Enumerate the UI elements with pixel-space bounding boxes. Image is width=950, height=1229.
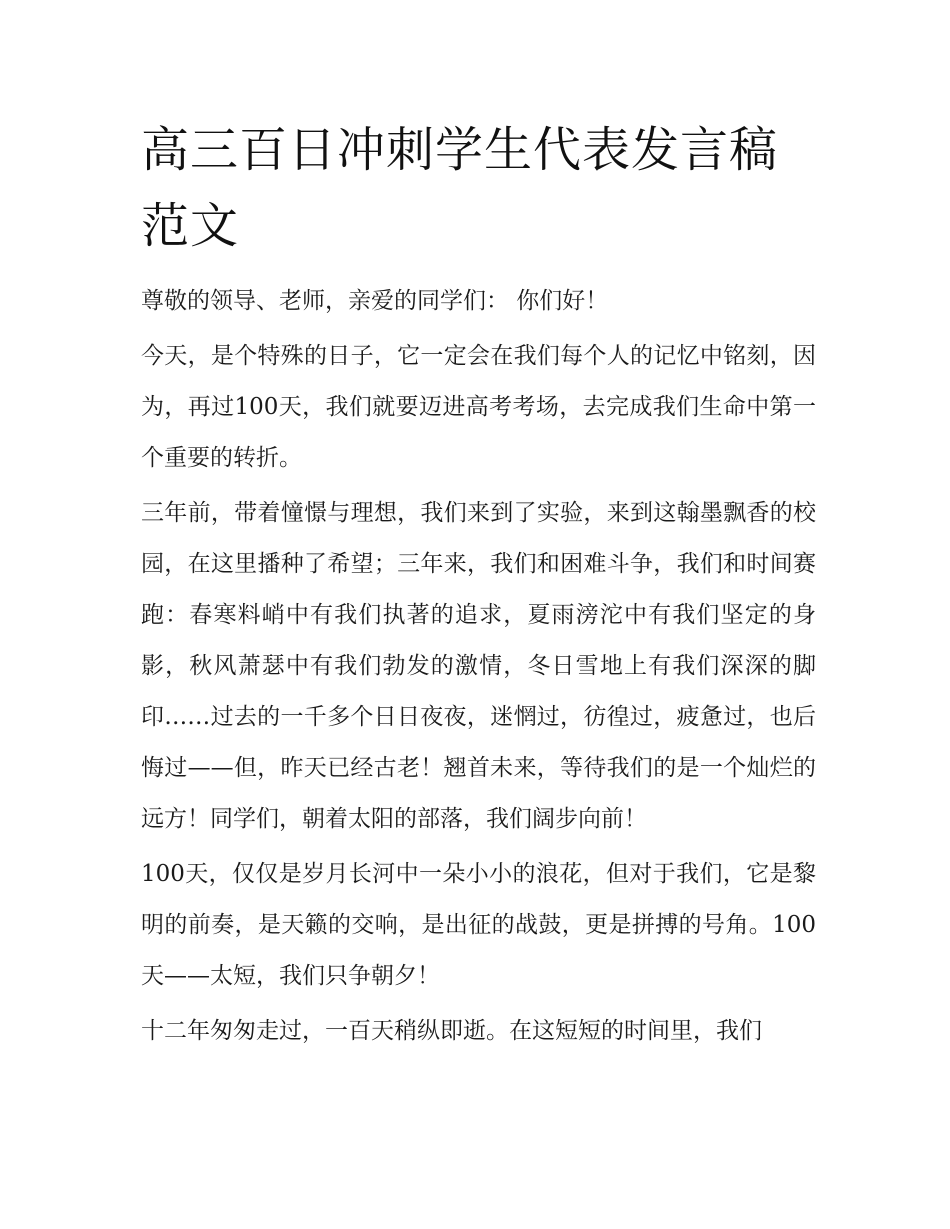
paragraph-twelve-years: 十二年匆匆走过，一百天稍纵即逝。在这短短的时间里，我们 [141, 1018, 762, 1044]
paragraph-greeting: 尊敬的领导、老师，亲爱的同学们： 你们好！ [141, 288, 609, 314]
paragraph-100-days: 100天，仅仅是岁月长河中一朵小小的浪花，但对于我们，它是黎明的前奏，是天籁的交响，是出征的战鼓，更是拼搏的号角。100天——太短，我们只争朝夕！ [141, 861, 816, 989]
document-title: 高三百日冲刺学生代表发言稿范文 [141, 122, 779, 254]
paragraph-today: 今天，是个特殊的日子，它一定会在我们每个人的记忆中铭刻，因为，再过100天，我们就要迈进高考考场，去完成我们生命中第一个重要的转折。 [141, 343, 816, 471]
paragraph-three-years: 三年前，带着憧憬与理想，我们来到了实验，来到这翰墨飘香的校园，在这里播种了希望；三年来，我们和困难斗争，我们和时间赛跑：春寒料峭中有我们执著的追求，夏雨滂沱中有我们坚定的身影，秋风萧瑟中有我们勃发的激情，冬日雪地上有我们深深的脚印……过去的一千多个日日夜夜，迷惘过，彷徨过，疲惫过，也后悔过——但，昨天已经古老！翘首未来，等待我们的是一个灿烂的远方！同学们，朝着太阳的部落，我们阔步向前！ [141, 500, 816, 832]
document-body [141, 276, 816, 1061]
